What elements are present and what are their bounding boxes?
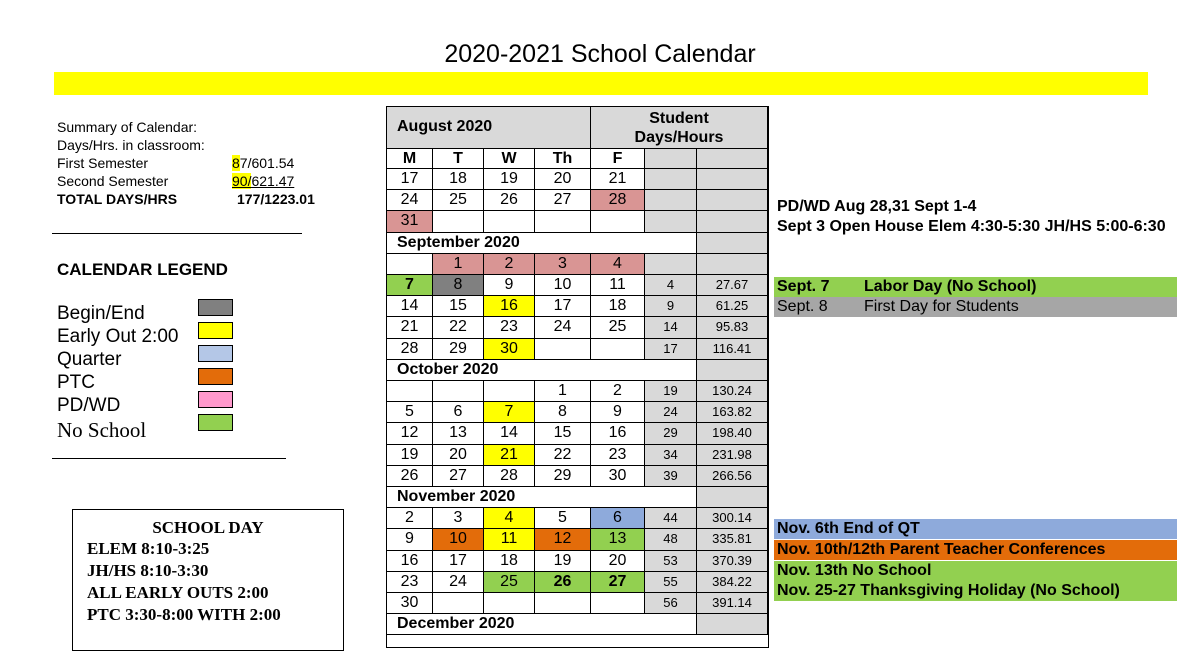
student-hours-cell: 198.40 (697, 423, 768, 444)
student-hours-cell: 130.24 (697, 381, 768, 402)
student-days-cell: 34 (645, 445, 697, 466)
calendar-day-cell: 16 (591, 423, 645, 444)
student-hours-cell: 370.39 (697, 551, 768, 572)
calendar-day-cell: 19 (484, 169, 535, 190)
calendar-day-cell: 29 (433, 339, 484, 360)
student-days-cell (645, 211, 697, 232)
legend-swatch (198, 345, 233, 362)
month-label: September 2020 (387, 233, 697, 254)
calendar-day-cell: 2 (591, 381, 645, 402)
note-thanksgiving: Nov. 25-27 Thanksgiving Holiday (No School) (774, 581, 1177, 601)
calendar-day-cell: 16 (387, 551, 433, 572)
calendar-day-cell: 25 (591, 317, 645, 338)
student-hours-cell: 300.14 (697, 508, 768, 529)
calendar-day-cell (387, 254, 433, 275)
calendar-day-cell: 28 (591, 190, 645, 211)
student-hours-cell (697, 211, 768, 232)
summary-heading: Summary of Calendar: (57, 119, 198, 135)
student-hours-cell: 27.67 (697, 275, 768, 296)
calendar-day-cell: 17 (433, 551, 484, 572)
calendar-day-cell: 20 (535, 169, 591, 190)
calendar-day-cell: 19 (535, 551, 591, 572)
calendar-day-cell (387, 381, 433, 402)
total-label: TOTAL DAYS/HRS (57, 191, 178, 207)
legend-swatch (198, 368, 233, 385)
calendar-day-cell: 11 (591, 275, 645, 296)
school-day-line: JH/HS 8:10-3:30 (87, 561, 209, 580)
student-days-cell: 44 (645, 508, 697, 529)
student-hours-cell: 391.14 (697, 593, 768, 614)
calendar-day-cell: 9 (387, 529, 433, 550)
student-hours-cell (697, 149, 768, 169)
legend-swatch (198, 322, 233, 339)
calendar-day-cell: 8 (535, 402, 591, 423)
calendar-day-cell: 9 (591, 402, 645, 423)
calendar-day-cell (535, 211, 591, 232)
calendar-day-cell: 18 (591, 296, 645, 317)
note-parent-teacher-conferences: Nov. 10th/12th Parent Teacher Conferences (774, 540, 1177, 560)
calendar-day-cell: 25 (433, 190, 484, 211)
calendar-day-cell: 17 (387, 169, 433, 190)
calendar-day-cell: 21 (387, 317, 433, 338)
calendar-day-cell: 5 (535, 508, 591, 529)
student-hours-cell: 95.83 (697, 317, 768, 338)
calendar-day-cell: 26 (387, 466, 433, 487)
legend-swatch (198, 299, 233, 316)
student-days-cell: 24 (645, 402, 697, 423)
student-hours-cell (697, 190, 768, 211)
student-days-cell: 48 (645, 529, 697, 550)
calendar-day-cell (433, 211, 484, 232)
student-days-cell (645, 149, 697, 169)
calendar-month-header: August 2020 (387, 107, 591, 149)
calendar-day-cell: 23 (591, 445, 645, 466)
student-days-cell: 53 (645, 551, 697, 572)
calendar-day-cell: 5 (387, 402, 433, 423)
calendar-summary (57, 118, 357, 208)
calendar-day-cell: 6 (433, 402, 484, 423)
calendar-day-cell (433, 593, 484, 614)
calendar-day-cell (591, 339, 645, 360)
calendar-day-cell: 4 (591, 254, 645, 275)
student-hours-cell (697, 360, 768, 381)
total-value: 177/1223.01 (237, 191, 315, 207)
first-semester-label: First Semester (57, 155, 149, 171)
calendar-day-cell: 21 (591, 169, 645, 190)
calendar-day-cell: 23 (484, 317, 535, 338)
legend-label: No School (57, 418, 147, 442)
calendar-day-cell: 15 (535, 423, 591, 444)
school-day-title: SCHOOL DAY (152, 518, 264, 537)
calendar-day-cell: 23 (387, 572, 433, 593)
calendar-day-cell: 30 (591, 466, 645, 487)
calendar-day-cell: 3 (535, 254, 591, 275)
calendar-day-cell: 13 (591, 529, 645, 550)
calendar-day-cell (535, 339, 591, 360)
note-no-school: Nov. 13th No School (774, 561, 1177, 581)
calendar-day-cell: 27 (535, 190, 591, 211)
calendar-day-cell (484, 211, 535, 232)
student-days-header: Student Days/Hours (591, 107, 768, 149)
legend-swatch (198, 414, 233, 431)
calendar-day-cell: 15 (433, 296, 484, 317)
weekday-header: Th (535, 149, 591, 169)
calendar-day-cell: 11 (484, 529, 535, 550)
calendar-day-cell: 17 (535, 296, 591, 317)
note-labor-day: Sept. 7 Labor Day (No School) (774, 277, 1177, 297)
student-days-cell: 9 (645, 296, 697, 317)
calendar-day-cell (535, 593, 591, 614)
student-hours-cell: 116.41 (697, 339, 768, 360)
calendar-day-cell: 4 (484, 508, 535, 529)
weekday-header: F (591, 149, 645, 169)
legend-title: CALENDAR LEGEND (57, 260, 228, 279)
month-label: November 2020 (387, 487, 697, 508)
calendar-day-cell: 21 (484, 445, 535, 466)
calendar-day-cell: 24 (433, 572, 484, 593)
school-day-line: PTC 3:30-8:00 WITH 2:00 (87, 605, 281, 624)
student-hours-cell: 61.25 (697, 296, 768, 317)
calendar-day-cell: 25 (484, 572, 535, 593)
calendar-day-cell: 28 (484, 466, 535, 487)
calendar-day-cell: 2 (387, 508, 433, 529)
summary-subheading: Days/Hrs. in classroom: (57, 137, 205, 153)
calendar-day-cell: 24 (387, 190, 433, 211)
calendar-day-cell (591, 593, 645, 614)
student-hours-cell (697, 169, 768, 190)
month-label: December 2020 (387, 614, 697, 635)
weekday-header: W (484, 149, 535, 169)
title-underline-bar (54, 72, 1148, 95)
calendar-day-cell (484, 381, 535, 402)
student-hours-cell: 266.56 (697, 466, 768, 487)
student-hours-cell: 384.22 (697, 572, 768, 593)
legend-label: Begin/End (57, 303, 145, 324)
calendar-day-cell: 8 (433, 275, 484, 296)
calendar-day-cell: 27 (433, 466, 484, 487)
calendar-day-cell: 24 (535, 317, 591, 338)
calendar-day-cell: 18 (433, 169, 484, 190)
calendar-day-cell: 20 (591, 551, 645, 572)
calendar-grid (386, 106, 769, 648)
month-label: October 2020 (387, 360, 697, 381)
pd-wd-note: PD/WD Aug 28,31 Sept 1-4 (777, 198, 977, 215)
legend-label: PD/WD (57, 395, 121, 416)
legend-label: PTC (57, 372, 95, 393)
student-hours-cell (697, 254, 768, 275)
calendar-day-cell: 31 (387, 211, 433, 232)
student-days-cell: 14 (645, 317, 697, 338)
calendar-day-cell: 12 (535, 529, 591, 550)
calendar-day-cell: 30 (387, 593, 433, 614)
calendar-day-cell: 1 (433, 254, 484, 275)
student-hours-cell (697, 233, 768, 254)
divider (52, 458, 286, 459)
note-first-day: Sept. 8 First Day for Students (774, 297, 1177, 317)
student-days-cell: 17 (645, 339, 697, 360)
calendar-day-cell: 20 (433, 445, 484, 466)
student-hours-cell: 163.82 (697, 402, 768, 423)
calendar-day-cell: 10 (535, 275, 591, 296)
student-days-cell: 56 (645, 593, 697, 614)
calendar-day-cell: 10 (433, 529, 484, 550)
calendar-day-cell: 1 (535, 381, 591, 402)
calendar-day-cell (433, 381, 484, 402)
second-semester-value: 90/621.47 (232, 173, 295, 189)
student-days-cell: 39 (645, 466, 697, 487)
student-days-cell: 19 (645, 381, 697, 402)
student-hours-cell: 335.81 (697, 529, 768, 550)
calendar-day-cell: 29 (535, 466, 591, 487)
first-semester-value: 87/601.54 (232, 155, 295, 171)
school-day-line: ALL EARLY OUTS 2:00 (87, 583, 269, 602)
student-hours-cell (697, 614, 768, 635)
student-days-cell (645, 190, 697, 211)
school-day-line: ELEM 8:10-3:25 (87, 539, 210, 558)
calendar-day-cell: 6 (591, 508, 645, 529)
student-days-cell (645, 254, 697, 275)
calendar-day-cell: 18 (484, 551, 535, 572)
calendar-day-cell: 7 (484, 402, 535, 423)
calendar-day-cell: 28 (387, 339, 433, 360)
calendar-day-cell: 22 (433, 317, 484, 338)
calendar-day-cell: 22 (535, 445, 591, 466)
weekday-header: M (387, 149, 433, 169)
calendar-day-cell: 26 (535, 572, 591, 593)
weekday-header: T (433, 149, 484, 169)
open-house-note: Sept 3 Open House Elem 4:30-5:30 JH/HS 5:00-6:30 (777, 218, 1166, 235)
legend-label: Quarter (57, 349, 122, 370)
divider (52, 233, 302, 234)
student-days-cell (645, 169, 697, 190)
calendar-day-cell: 27 (591, 572, 645, 593)
student-days-cell: 29 (645, 423, 697, 444)
note-end-of-quarter: Nov. 6th End of QT (774, 519, 1177, 539)
calendar-day-cell (484, 593, 535, 614)
calendar-day-cell: 26 (484, 190, 535, 211)
legend-swatch (198, 391, 233, 408)
calendar-day-cell: 14 (387, 296, 433, 317)
calendar-day-cell: 14 (484, 423, 535, 444)
calendar-day-cell: 12 (387, 423, 433, 444)
calendar-day-cell: 13 (433, 423, 484, 444)
calendar-day-cell: 30 (484, 339, 535, 360)
page-title: 2020-2021 School Calendar (444, 40, 756, 68)
calendar-day-cell (591, 211, 645, 232)
student-days-cell: 55 (645, 572, 697, 593)
calendar-day-cell: 19 (387, 445, 433, 466)
legend-label: Early Out 2:00 (57, 326, 179, 347)
calendar-day-cell: 16 (484, 296, 535, 317)
calendar-day-cell: 7 (387, 275, 433, 296)
student-hours-cell (697, 487, 768, 508)
calendar-day-cell: 9 (484, 275, 535, 296)
calendar-day-cell: 2 (484, 254, 535, 275)
calendar-day-cell: 3 (433, 508, 484, 529)
student-days-cell: 4 (645, 275, 697, 296)
student-hours-cell: 231.98 (697, 445, 768, 466)
second-semester-label: Second Semester (57, 173, 169, 189)
